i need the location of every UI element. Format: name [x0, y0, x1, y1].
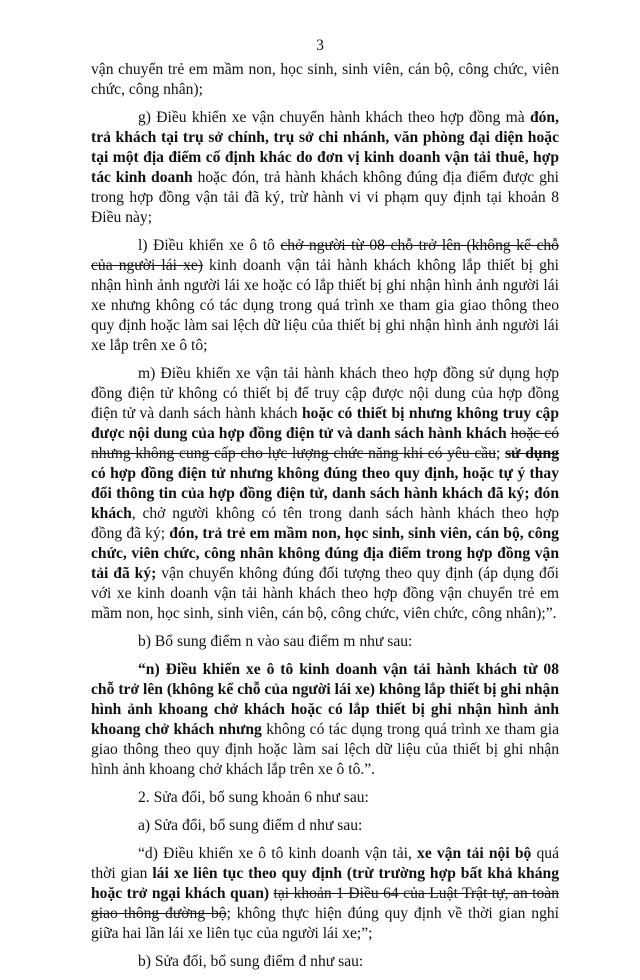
text: vận chuyển không đúng đối tượng theo quy định (áp dụng đối với xe kinh doanh vận tải hành khách theo hợp đồng vận chuyển trẻ em mầm non, học sinh, sinh viên, cán bộ, công chức, viên chức, công nhân);”.	[91, 565, 559, 622]
page-number: 3	[316, 37, 324, 54]
text: ; không thực hiện đúng quy định về thời gian nghỉ giữa hai lần lái xe liên tục của người lái xe;”;	[91, 905, 560, 942]
paragraph-continuation	[91, 60, 559, 100]
text: không có tác dụng trong quá trình xe tham gia giao thông theo quy định hoặc làm sai lệch dữ liệu của thiết bị ghi nhận hình ảnh khoang chở khách lắp trên xe ô tô.”.	[91, 721, 559, 778]
text: hoặc đón, trả hành khách không đúng địa điểm được ghi trong hợp đồng vận tải đã ký, trừ hành vi vi phạm quy định tại khoản 8 Điều này;	[91, 169, 559, 226]
bold-strikethrough-deletion: sử dụng	[505, 445, 560, 462]
text: vận chuyển trẻ em mầm non, học sinh, sinh viên, cán bộ, công chức, viên chức, công nhân);	[91, 61, 559, 98]
strikethrough-deletion: tại khoản 1 Điều 64 của Luật Trật tự, an toàn giao thông đường bộ	[91, 885, 559, 922]
bold-amendment: “n) Điều khiển xe ô tô kinh doanh vận tải hành khách từ 08 chỗ trở lên (không kể chỗ của người lái xe) không lắp thiết bị ghi nhận hình ảnh khoang chở khách hoặc có lắp thiết bị ghi nhận hình ảnh khoang chở khách nhưng	[91, 661, 559, 738]
bold-amendment: có hợp đồng điện tử nhưng không đúng theo quy định, hoặc tự ý thay đổi thông tin của hợp đồng điện tử, danh sách hành khách đã ký; đón khách	[91, 465, 559, 522]
paragraph-point-d	[91, 844, 559, 944]
bold-amendment: xe vận tải nội bộ	[417, 845, 532, 862]
paragraph-item-b	[91, 632, 559, 652]
bold-amendment: hoặc có thiết bị nhưng không truy cập được nội dung của hợp đồng điện tử và danh sách hành khách	[91, 405, 559, 442]
document-body	[91, 60, 559, 980]
paragraph-item-a	[91, 816, 559, 836]
text: l) Điều khiển xe ô tô	[138, 237, 281, 254]
text: b) Bổ sung điểm n vào sau điểm m như sau:	[138, 633, 413, 650]
paragraph-point-m	[91, 364, 559, 624]
text: ;	[496, 445, 506, 462]
bold-amendment: đón, trả khách tại trụ sở chính, trụ sở chi nhánh, văn phòng đại diện hoặc tại một địa điểm cố định khác do đơn vị kinh doanh vận tải thuê, hợp tác kinh doanh	[91, 109, 559, 186]
strikethrough-deletion: hoặc có nhưng không cung cấp cho lực lượng chức năng khi có yêu cầu	[91, 425, 560, 462]
text: g) Điều khiển xe vận chuyển hành khách theo hợp đồng mà	[138, 109, 530, 126]
paragraph-point-g	[91, 108, 559, 228]
paragraph-point-n	[91, 660, 559, 780]
paragraph-clause-2	[91, 788, 559, 808]
paragraph-point-l	[91, 236, 559, 356]
text: 2. Sửa đổi, bổ sung khoản 6 như sau:	[138, 789, 369, 806]
bold-amendment: đón, trả trẻ em mầm non, học sinh, sinh viên, cán bộ, công chức, viên chức, công nhân không đúng địa điểm trong hợp đồng vận tải đã ký;	[91, 525, 559, 582]
text: m) Điều khiển xe vận tải hành khách theo hợp đồng sử dụng hợp đồng điện tử không có thiết bị để truy cập được nội dung của hợp đồng điện tử và danh sách hành khách	[91, 365, 559, 422]
text: , chở người không có tên trong danh sách hành khách theo hợp đồng đã ký;	[91, 505, 559, 542]
text: kinh doanh vận tải hành khách không lắp thiết bị ghi nhận hình ảnh người lái xe hoặc có lắp thiết bị ghi nhận hình ảnh người lái xe nhưng không có tác dụng trong quá trình xe tham gia giao thông theo quy định hoặc làm sai lệch dữ liệu của thiết bị ghi nhận hình ảnh người lái xe lắp trên xe ô tô;	[91, 257, 559, 354]
text: “d) Điều khiển xe ô tô kinh doanh vận tải,	[138, 845, 418, 862]
text: quá thời gian	[91, 845, 559, 882]
text: a) Sửa đổi, bổ sung điểm d như sau:	[138, 817, 363, 834]
strikethrough-deletion: chở người từ 08 chỗ trở lên (không kể chỗ của người lái xe)	[91, 237, 559, 274]
text: b) Sửa đổi, bổ sung điểm đ như sau:	[138, 953, 364, 970]
bold-amendment: lái xe liên tục theo quy định (trừ trường hợp bất khả kháng hoặc trở ngại khách quan)	[91, 865, 559, 902]
paragraph-item-b2	[91, 952, 559, 972]
